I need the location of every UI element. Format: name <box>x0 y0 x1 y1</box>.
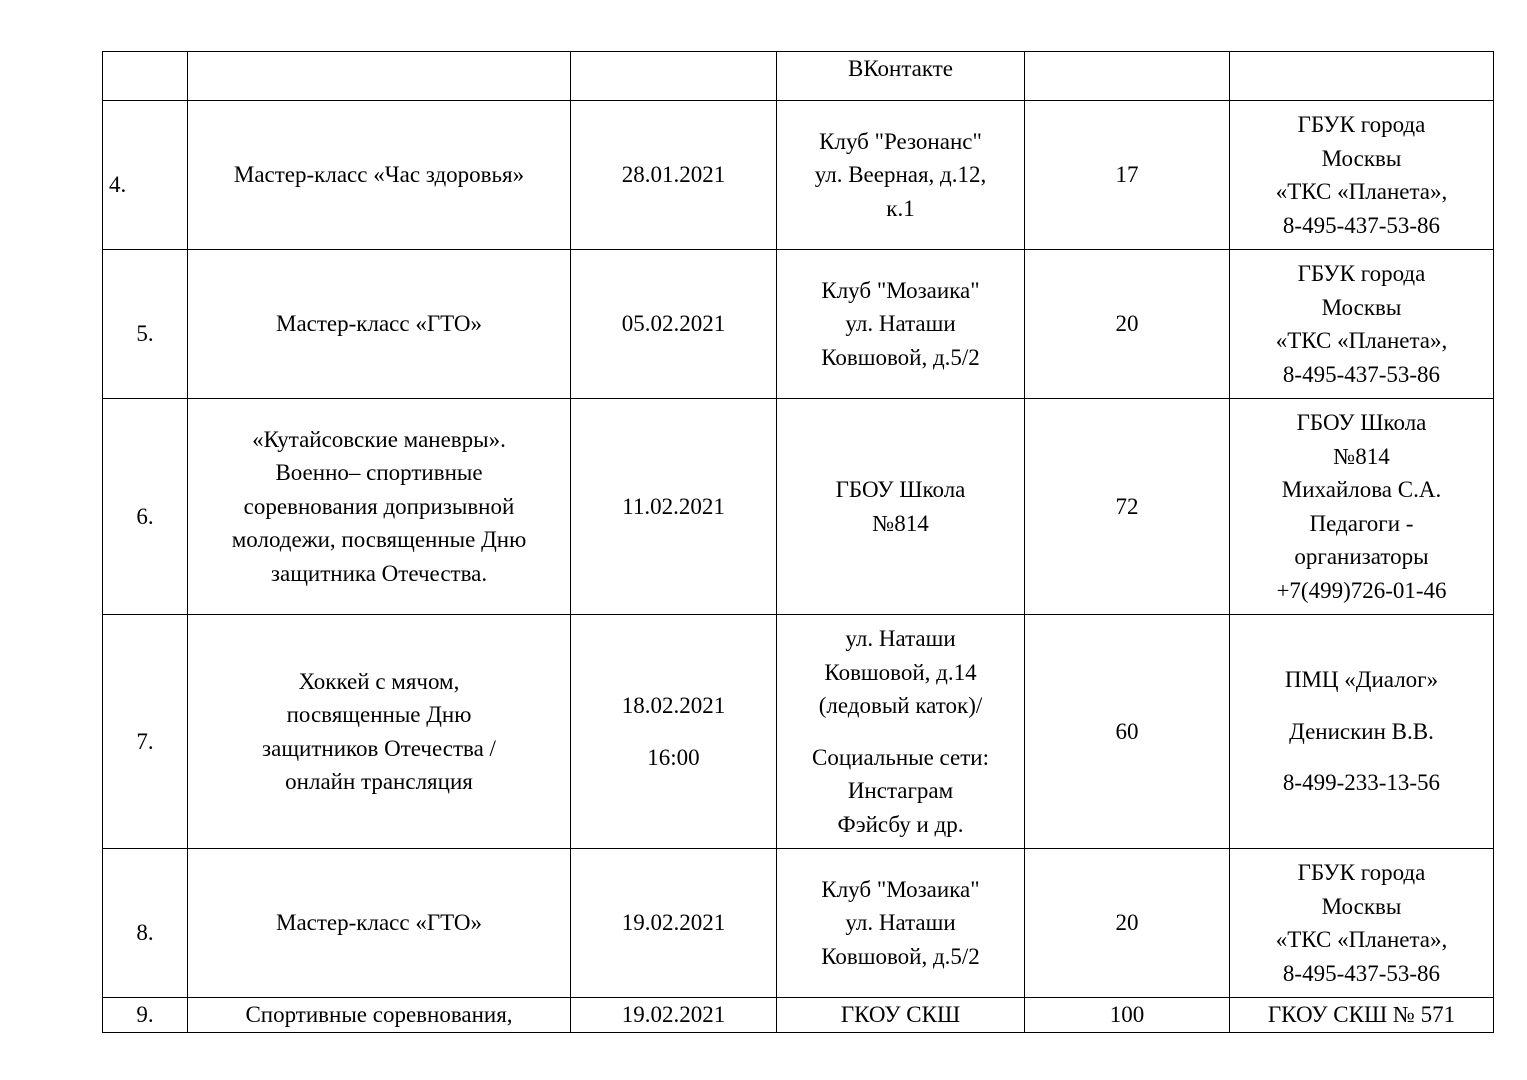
cell-participants <box>1025 615 1230 849</box>
cell-line: Фэйсбу и др. <box>837 811 964 837</box>
cell-number <box>103 250 188 399</box>
cell-line: Ковшовой, д.5/2 <box>821 344 980 370</box>
cell-line: +7(499)726-01-46 <box>1276 577 1447 603</box>
cell-line: Ковшовой, д.14 <box>824 659 977 685</box>
cell-place <box>777 998 1025 1033</box>
table-row <box>103 52 1494 101</box>
cell-date <box>571 250 777 399</box>
cell-line: Инстаграм <box>847 778 954 803</box>
row-number: 9. <box>136 1002 154 1027</box>
cell-line: Клуб "Мозаика" <box>821 277 980 303</box>
cell-line: Мастер-класс «Час здоровья» <box>233 162 525 188</box>
cell-number <box>103 998 188 1033</box>
cell-line: онлайн трансляция <box>285 769 473 794</box>
cell-event-title <box>188 998 571 1033</box>
cell-place <box>777 615 1025 849</box>
cell-line: соревнования допризывной <box>243 493 515 519</box>
cell-line: к.1 <box>886 195 915 221</box>
cell-line: ГКОУ СКШ <box>840 1002 961 1027</box>
cell-participants <box>1025 250 1230 399</box>
events-table-body <box>103 52 1494 1033</box>
cell-line: ул. Наташи <box>845 626 956 651</box>
cell-participants <box>1025 399 1230 615</box>
cell-line: 8-495-437-53-86 <box>1282 212 1441 238</box>
cell-line: Москвы <box>1321 145 1402 171</box>
participants-count: 60 <box>1115 718 1139 744</box>
row-number: 8. <box>136 920 154 946</box>
cell-date <box>571 998 777 1033</box>
cell-line: Мастер-класс «ГТО» <box>276 910 482 936</box>
cell-number <box>103 101 188 250</box>
cell-line: Спортивные соревнования, <box>245 1002 513 1027</box>
table-row <box>103 615 1494 849</box>
cell-line: №814 <box>872 510 929 536</box>
cell-organizer <box>1230 998 1494 1033</box>
row-number: 4. <box>109 172 127 198</box>
cell-date <box>571 101 777 250</box>
cell-line: ГБОУ Школа <box>835 477 966 502</box>
cell-organizer <box>1230 849 1494 998</box>
cell-line: молодежи, посвященные Дню <box>231 527 527 553</box>
cell-number <box>103 615 188 849</box>
cell-line: защитника Отечества. <box>270 560 488 586</box>
events-table <box>102 51 1494 1033</box>
line-gap <box>783 723 1018 741</box>
cell-line: 18.02.2021 <box>621 693 726 718</box>
cell-line: Хоккей с мячом, <box>298 668 460 694</box>
cell-date <box>571 399 777 615</box>
cell-line: Москвы <box>1321 893 1402 919</box>
cell-place <box>777 399 1025 615</box>
participants-count: 100 <box>1109 1002 1145 1027</box>
cell-place <box>777 52 1025 101</box>
cell-participants <box>1025 849 1230 998</box>
table-row <box>103 101 1494 250</box>
row-number: 7. <box>136 728 154 754</box>
cell-line: 28.01.2021 <box>621 162 726 188</box>
cell-line: организаторы <box>1294 544 1429 569</box>
cell-date <box>571 52 777 101</box>
cell-event-title <box>188 101 571 250</box>
cell-line: Социальные сети: <box>811 744 989 770</box>
cell-line: Военно– спортивные <box>275 460 483 486</box>
cell-event-title <box>188 849 571 998</box>
cell-participants <box>1025 52 1230 101</box>
cell-line: 11.02.2021 <box>622 493 725 519</box>
cell-line: Ковшовой, д.5/2 <box>821 943 980 969</box>
cell-organizer <box>1230 615 1494 849</box>
cell-line: ул. Наташи <box>845 311 956 337</box>
cell-line: «ТКС «Планета», <box>1275 328 1448 353</box>
cell-line: Клуб "Мозаика" <box>821 876 980 902</box>
line-gap <box>1236 697 1487 715</box>
cell-event-title <box>188 399 571 615</box>
table-row <box>103 998 1494 1033</box>
cell-event-title <box>188 615 571 849</box>
cell-date <box>571 615 777 849</box>
cell-line: ГКОУ СКШ № 571 <box>1267 1002 1456 1027</box>
cell-number <box>103 399 188 615</box>
cell-line: ВКонтакте <box>847 56 954 81</box>
table-row <box>103 399 1494 615</box>
table-row <box>103 849 1494 998</box>
cell-organizer <box>1230 52 1494 101</box>
cell-line: Денискин В.В. <box>1289 718 1434 744</box>
cell-line: 8-495-437-53-86 <box>1282 960 1441 986</box>
cell-line: «ТКС «Планета», <box>1275 927 1448 952</box>
cell-line: защитников Отечества / <box>262 735 496 761</box>
participants-count: 17 <box>1115 162 1139 188</box>
cell-event-title <box>188 52 571 101</box>
cell-line: 19.02.2021 <box>621 1002 726 1027</box>
cell-event-title <box>188 250 571 399</box>
cell-line: Москвы <box>1321 294 1402 320</box>
row-number: 5. <box>136 321 154 347</box>
cell-line: ГБУК города <box>1297 261 1426 286</box>
cell-line: «ТКС «Планета», <box>1275 179 1448 204</box>
cell-line: 8-495-437-53-86 <box>1282 361 1441 387</box>
cell-line: 05.02.2021 <box>621 311 726 337</box>
cell-line: ПМЦ «Диалог» <box>1284 667 1439 693</box>
cell-organizer <box>1230 250 1494 399</box>
cell-line: ГБУК города <box>1297 112 1426 137</box>
cell-line: ул. Наташи <box>845 910 956 936</box>
cell-line: 19.02.2021 <box>621 910 726 936</box>
cell-line: Михайлова С.А. <box>1281 477 1442 502</box>
cell-line: Клуб "Резонанс" <box>819 128 982 154</box>
participants-count: 72 <box>1115 493 1139 519</box>
cell-line: ГБУК города <box>1297 860 1426 885</box>
row-number: 6. <box>136 503 154 529</box>
participants-count: 20 <box>1115 311 1139 337</box>
cell-line: (ледовый каток)/ <box>818 693 983 718</box>
participants-count: 20 <box>1115 910 1139 936</box>
cell-line: посвященные Дню <box>286 702 472 727</box>
cell-line: ГБОУ Школа <box>1296 410 1427 435</box>
cell-date <box>571 849 777 998</box>
cell-organizer <box>1230 399 1494 615</box>
cell-place <box>777 250 1025 399</box>
line-gap <box>1236 748 1487 766</box>
line-gap <box>577 723 770 741</box>
table-row <box>103 250 1494 399</box>
cell-line: Педагоги - <box>1309 510 1414 536</box>
cell-place <box>777 849 1025 998</box>
cell-participants <box>1025 101 1230 250</box>
cell-line: 8-499-233-13-56 <box>1282 770 1441 796</box>
cell-line: «Кутайсовские маневры». <box>252 426 506 452</box>
cell-number <box>103 849 188 998</box>
cell-number <box>103 52 188 101</box>
cell-line: №814 <box>1333 443 1390 469</box>
cell-line: Мастер-класс «ГТО» <box>276 311 482 337</box>
cell-line: 16:00 <box>647 744 700 770</box>
cell-organizer <box>1230 101 1494 250</box>
cell-line: ул. Веерная, д.12, <box>814 162 987 188</box>
cell-place <box>777 101 1025 250</box>
cell-participants <box>1025 998 1230 1033</box>
